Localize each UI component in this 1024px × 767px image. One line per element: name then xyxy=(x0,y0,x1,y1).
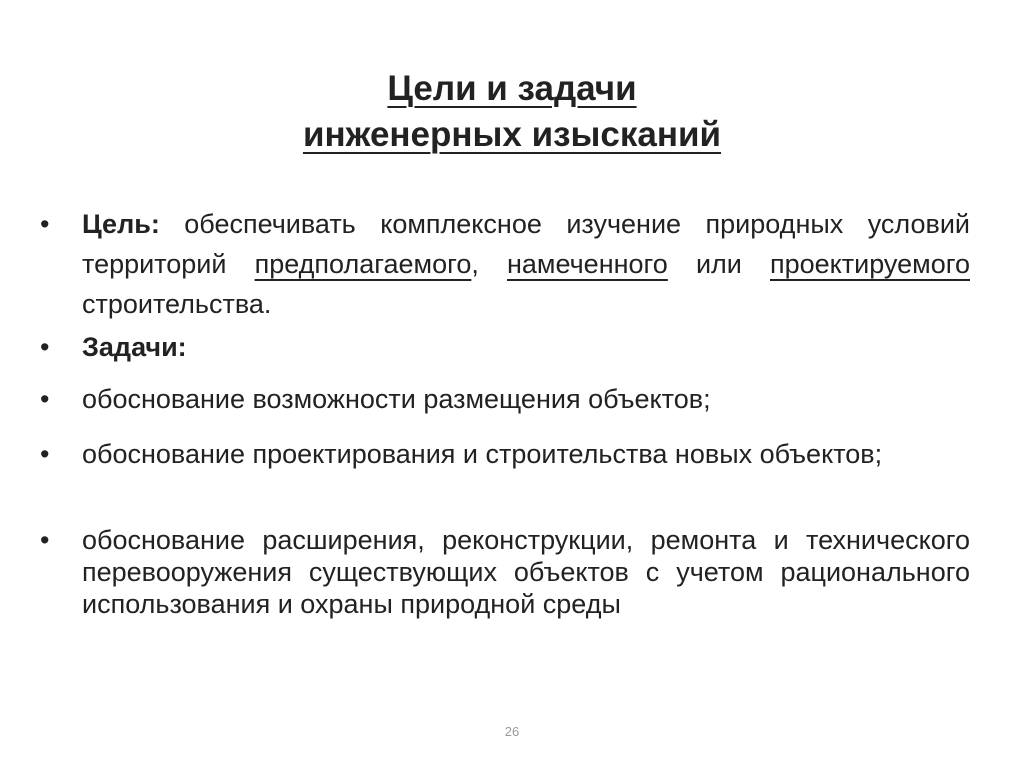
task-item-1 xyxy=(40,382,970,417)
bullet-dot: • xyxy=(40,525,50,555)
goal-text: Цель: обеспечивать комплексное изучение природных условий территорий предполагаемого, намеченного или проектируемого строительства. xyxy=(82,209,970,319)
bullet-dot: • xyxy=(40,209,50,239)
page-number: 26 xyxy=(504,724,520,739)
underlined-word: предполагаемого xyxy=(254,249,472,279)
task-item-3 xyxy=(40,524,970,620)
underlined-word: намеченного xyxy=(507,249,668,279)
bullet-dot: • xyxy=(40,384,50,414)
task-item-2 xyxy=(40,438,970,470)
bullet-dot: • xyxy=(40,439,50,469)
task-text: обоснование расширения, реконструкции, ремонта и технического перевооружения существующих объектов с учетом рационального использования и охраны природной среды xyxy=(82,525,970,619)
title-line-1: Цели и задачи xyxy=(387,69,637,108)
task-text: обоснование проектирования и строительства новых объектов; xyxy=(82,439,883,469)
bullet-dot: • xyxy=(40,332,50,362)
tasks-heading: Задачи: xyxy=(82,332,187,362)
goal-label: Цель: xyxy=(82,209,160,239)
goal-bullet xyxy=(40,204,970,324)
underlined-word: проектируемого xyxy=(769,249,970,279)
title-line-2: инженерных изысканий xyxy=(302,115,722,154)
slide-title xyxy=(0,66,1024,158)
task-text: обоснование возможности размещения объектов; xyxy=(82,384,711,414)
tasks-heading-bullet xyxy=(40,330,970,365)
